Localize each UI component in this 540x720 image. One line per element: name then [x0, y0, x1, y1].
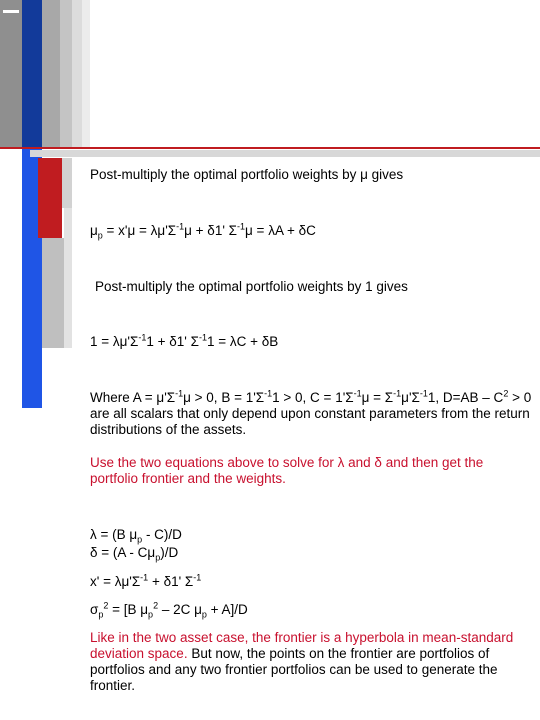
gray-shadow-line — [30, 150, 540, 157]
light-gray-bar-2 — [64, 208, 72, 348]
equation-one: $1 = \lambda\mu'\Sigma^{-1}1 + \delta 1'$ $\Sigma^{-1}1 = \lambda C + \delta B$ — [90, 332, 279, 349]
dark-blue-bar — [22, 0, 42, 148]
equation-x: $x' = \lambda\mu'\Sigma^{-1} + \delta 1'$ $\Sigma^{-1}$ — [90, 572, 202, 589]
hyperbola-paragraph: Like in the two asset case, the frontier is a hyperbola in mean-standard deviation space. But now, the points on the frontier are portfolios of portfolios and any two frontier portfolios can be used to generate the frontier. — [90, 630, 514, 693]
top-left-gray-block — [0, 0, 22, 148]
where-scalars-paragraph: Where $A = \mu'\Sigma^{-1}\mu > 0$, $B = 1'\Sigma^{-1}1 > 0$, $C = 1'\Sigma^{-1}\mu = \Sigma^{-1}\mu'\Sigma^{-1}1$, $D=AB - C^2 > 0$ are all scalars that only depend upon constant parameters from the return distributions of the assets. — [90, 388, 532, 437]
use-equations-paragraph: Use the two equations above to solve for λ and δ and then get the portfolio frontier and the weights. — [90, 455, 484, 486]
gray-bar-4 — [82, 0, 90, 148]
gray-bar-2 — [60, 0, 72, 148]
red-bar — [38, 158, 62, 238]
post-multiply-mu-text: Post-multiply the optimal portfolio weights by μ gives — [90, 167, 404, 182]
equation-sigma: $\sigma_p^2 = [B$ $\mu_p^2 - 2C$ $\mu_p + A]/D$ — [90, 600, 248, 620]
equation-mu-p: $\mu_p = x'\mu = \lambda\mu'\Sigma^{-1}\mu + \delta 1'$ $\Sigma^{-1}\mu = \lambda A + \delta C$ — [90, 221, 316, 241]
equation-delta: $\delta = (A - C\mu_p)/D$ — [90, 545, 179, 563]
light-gray-bar-1 — [62, 158, 72, 208]
post-multiply-one-text: Post-multiply the optimal portfolio weights by 1 gives — [95, 279, 408, 294]
gray-bar-1 — [42, 0, 60, 148]
gray-bar-3 — [72, 0, 82, 148]
top-left-light-block — [3, 10, 19, 13]
red-horizontal-rule — [0, 147, 540, 149]
equation-lambda: λ = (B $\mu_p - C)/D$ — [90, 527, 182, 545]
gray-bar-5 — [42, 238, 64, 348]
